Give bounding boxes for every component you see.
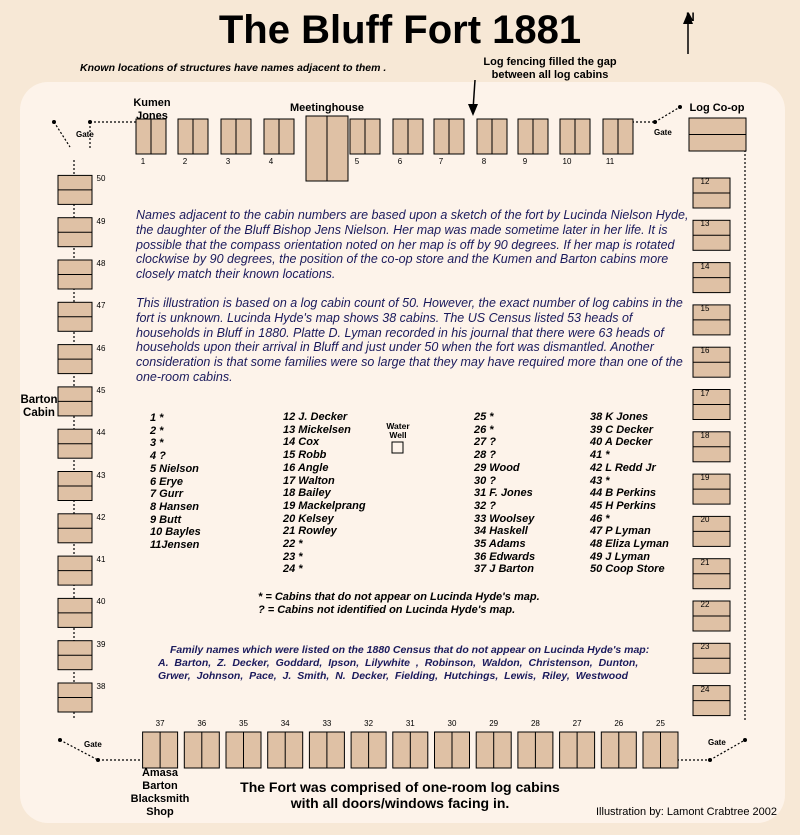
cabin-list-item: 44 B Perkins: [590, 487, 657, 500]
cabin-list-item: 9 Butt: [150, 513, 182, 526]
cabin-list-item: 22 *: [283, 538, 303, 551]
cabin-list-item: 43 *: [590, 474, 610, 487]
cabin-number: 1: [140, 157, 146, 166]
cabin-number: 30: [447, 719, 457, 728]
gate-label-bottom-right: Gate: [708, 738, 726, 747]
cabin-number: 18: [700, 430, 710, 440]
cabin-number: 32: [364, 719, 374, 728]
gate-label-bottom-left: Gate: [84, 740, 102, 749]
cabin-number: 27: [572, 719, 582, 728]
log-cabin: [518, 119, 548, 154]
bottom-note-line-2: with all doors/windows facing in.: [290, 795, 510, 811]
cabin-list-col-3: [474, 411, 535, 576]
cabin-number: 12: [700, 177, 710, 186]
legend-question: ? = Cabins not identified on Lucinda Hyde's map.: [258, 604, 516, 616]
log-cabin: [435, 732, 470, 768]
log-cabin: [58, 641, 92, 670]
cabin-number: 26: [614, 719, 624, 728]
cabin-number: 17: [700, 388, 710, 398]
cabin-list-item: 7 Gurr: [150, 488, 184, 501]
barton-cabin-line-1: Barton: [20, 394, 58, 406]
cabin-list-item: 13 Mickelsen: [283, 423, 351, 436]
cabin-number: 43: [96, 470, 106, 480]
cabin-number: 48: [96, 259, 106, 268]
cabin-list-item: 29 Wood: [474, 461, 520, 474]
cabin-number: 6: [397, 157, 403, 166]
cabin-number: 8: [481, 157, 487, 166]
cabin-list-item: 27 ?: [474, 436, 497, 449]
gate-label-top-left: Gate: [76, 130, 94, 139]
cabin-number: 5: [354, 157, 360, 166]
barton-cabin-label: [14, 394, 64, 420]
cabin-list-item: 37 J Barton: [474, 563, 534, 576]
cabin-list-item: 49 J Lyman: [590, 550, 650, 563]
cabin-list-item: 41 *: [590, 449, 610, 462]
cabin-list-item: 19 Mackelprang: [283, 499, 366, 512]
cabin-number: 49: [96, 216, 106, 226]
cabin-number: 28: [530, 719, 540, 728]
cabin-number: 23: [700, 642, 710, 652]
log-cabin: [560, 119, 590, 154]
paragraph-2: This illustration is based on a log cabin count of 50. However, the exact number of log cabins in the fort is unknown. Lucinda Hyde's map shows 38 cabins. The US Census listed 53 heads of households in Bluff in 1880. Platte D. Lyman recorded in his journal that there were 63 heads of households upon their arrival in Bluff and just under 50 when the fort was dismantled. Another consideration is that some families were so large that they may have required more than one of the one-room cabins.: [136, 296, 683, 384]
log-cabin: [58, 514, 92, 543]
cabin-list-item: 24 *: [283, 563, 303, 576]
water-well-line-2: Well: [389, 430, 407, 440]
cabin-list-item: 10 Bayles: [150, 526, 201, 539]
cabin-list-item: 11Jensen: [150, 539, 200, 552]
cabin-list-item: 38 K Jones: [590, 411, 649, 423]
cabin-number: 7: [438, 157, 444, 166]
cabin-list-item: 16 Angle: [283, 461, 329, 474]
amasa-barton-line-2: Barton: [142, 780, 178, 792]
cabin-number: 14: [700, 261, 710, 271]
log-cabin: [351, 732, 386, 768]
cabin-list-item: 45 H Perkins: [590, 499, 657, 512]
cabin-list-item: 2 *: [150, 424, 164, 437]
cabin-number: 24: [700, 684, 710, 694]
page-title: The Bluff Fort 1881: [218, 8, 582, 52]
log-cabin: [58, 683, 92, 712]
cabin-list-item: 21 Rowley: [283, 525, 337, 538]
intro-note: Known locations of structures have names adjacent to them .: [80, 62, 387, 74]
cabin-list-col-1: [150, 412, 201, 552]
gate-label-top-right: Gate: [654, 128, 672, 137]
log-cabin: [603, 119, 633, 154]
cabin-list-item: 48 Eliza Lyman: [590, 538, 669, 551]
cabin-number: 2: [182, 157, 188, 166]
fence-note: [455, 56, 645, 82]
cabin-number: 13: [700, 219, 710, 229]
log-cabin: [309, 732, 344, 768]
log-cabin: [560, 732, 595, 768]
north-label: N: [686, 10, 695, 24]
log-cabin: [58, 175, 92, 204]
cabin-number: 3: [225, 157, 231, 166]
log-cabin: [136, 119, 166, 154]
log-cabin: [221, 119, 251, 154]
cabin-list-item: 25 *: [474, 411, 494, 423]
log-coop-label: Log Co-op: [689, 102, 745, 114]
cabin-list-item: 17 Walton: [283, 474, 335, 487]
families-line-2: Grwer, Johnson, Pace, J. Smith, N. Decker, Fielding, Hutchings, Lewis, Riley, Westwood: [158, 670, 629, 682]
cabin-list-item: 36 Edwards: [474, 550, 536, 563]
families-title: Family names which were listed on the 1880 Census that do not appear on Lucinda Hyde's map:: [170, 644, 650, 656]
cabin-list-item: 42 L Redd Jr: [590, 461, 656, 474]
families-line-1: A. Barton, Z. Decker, Goddard, Ipson, Lilywhite , Robinson, Waldon, Christenson, Dunton,: [158, 657, 639, 669]
kumen-jones-label: [128, 97, 176, 123]
amasa-barton-line-4: Shop: [146, 806, 174, 818]
cabin-list-item: 46 *: [590, 512, 610, 525]
cabin-number: 34: [280, 719, 290, 728]
cabin-number: 9: [522, 157, 528, 166]
log-cabin: [143, 732, 178, 768]
cabin-number: 31: [405, 719, 415, 728]
barton-cabin-line-2: Cabin: [23, 407, 55, 419]
cabin-number: 16: [700, 346, 710, 356]
credit: Illustration by: Lamont Crabtree 2002: [596, 806, 777, 818]
cabin-number: 41: [96, 555, 106, 565]
cabin-list-item: 1 *: [150, 412, 164, 424]
log-cabin: [268, 732, 303, 768]
cabin-number: 47: [96, 301, 106, 311]
cabin-list-col-2: [283, 411, 366, 576]
cabin-number: 29: [489, 719, 499, 728]
log-cabin: [434, 119, 464, 154]
log-cabin: [477, 119, 507, 154]
cabin-number: 33: [322, 719, 332, 728]
log-cabin: [58, 598, 92, 627]
log-cabin: [264, 119, 294, 154]
cabin-number: 15: [700, 303, 710, 313]
log-cabin: [58, 345, 92, 374]
cabin-list-item: 20 Kelsey: [283, 512, 334, 525]
log-cabin: [643, 732, 678, 768]
log-cabin: [58, 429, 92, 458]
cabin-number: 19: [700, 473, 710, 483]
cabin-list-col-4: [590, 411, 669, 576]
cabin-list-item: 39 C Decker: [590, 423, 653, 436]
cabin-number: 35: [239, 719, 248, 728]
cabin-number: 22: [700, 600, 710, 609]
cabin-number: 40: [96, 597, 106, 607]
cabin-list-item: 26 *: [474, 423, 494, 436]
cabin-list-item: 35 Adams: [474, 538, 526, 551]
cabin-number: 11: [605, 157, 615, 166]
bottom-note-line-1: The Fort was comprised of one-room log cabins: [240, 779, 560, 795]
cabin-list-item: 5 Nielson: [150, 462, 199, 475]
fence-note-line-2: between all log cabins: [491, 69, 609, 81]
cabin-list-item: 34 Haskell: [474, 525, 528, 538]
log-cabin: [178, 119, 208, 154]
cabin-number: 46: [96, 343, 106, 353]
cabin-number: 38: [96, 682, 106, 691]
cabin-list-item: 28 ?: [474, 449, 497, 462]
cabin-list-item: 23 *: [283, 550, 303, 563]
kumen-jones-line-2: Jones: [136, 110, 168, 122]
log-coop-store: [689, 118, 746, 151]
meetinghouse: [306, 116, 348, 181]
fence-note-line-1: Log fencing filled the gap: [483, 56, 617, 68]
log-cabin: [58, 260, 92, 289]
cabin-number: 25: [656, 719, 665, 728]
cabin-number: 10: [562, 157, 572, 166]
cabin-list-item: 12 J. Decker: [283, 411, 348, 423]
cabin-list-item: 4 ?: [150, 450, 166, 463]
cabin-list-item: 47 P Lyman: [590, 525, 651, 538]
cabin-list-item: 50 Coop Store: [590, 563, 665, 576]
log-cabin: [58, 218, 92, 247]
log-cabin: [226, 732, 261, 768]
cabin-list-item: 32 ?: [474, 499, 497, 512]
cabin-number: 44: [96, 428, 106, 438]
log-cabin: [184, 732, 219, 768]
log-cabin: [393, 119, 423, 154]
cabin-list-item: 18 Bailey: [283, 487, 331, 500]
cabin-number: 36: [197, 719, 207, 728]
legend-asterisk: * = Cabins that do not appear on Lucinda Hyde's map.: [258, 591, 540, 603]
log-cabin: [58, 302, 92, 331]
cabin-list-item: 6 Erye: [150, 475, 184, 488]
amasa-barton-line-3: Blacksmith: [130, 793, 190, 805]
cabin-number: 21: [700, 557, 710, 567]
cabin-number: 45: [96, 385, 106, 395]
water-well-label: [380, 422, 416, 440]
cabin-list-item: 15 Robb: [283, 449, 327, 462]
cabin-list-item: 31 F. Jones: [474, 487, 533, 500]
log-cabin: [476, 732, 511, 768]
cabin-number: 20: [700, 515, 710, 525]
log-cabin: [393, 732, 428, 768]
cabin-number: 4: [268, 157, 274, 166]
log-cabin: [58, 556, 92, 585]
water-well-line-1: Water: [386, 421, 410, 431]
cabin-list-item: 30 ?: [474, 474, 497, 487]
log-cabin: [58, 472, 92, 501]
cabin-number: 39: [96, 639, 106, 649]
log-cabin: [601, 732, 636, 768]
cabin-list-item: 14 Cox: [283, 436, 320, 449]
cabin-number: 50: [96, 174, 106, 184]
cabin-list-item: 33 Woolsey: [474, 512, 535, 525]
meetinghouse-label: Meetinghouse: [290, 102, 364, 114]
cabin-list-item: 3 *: [150, 437, 164, 450]
log-cabin: [350, 119, 380, 154]
cabin-list-item: 40 A Decker: [590, 436, 653, 449]
cabin-number: 42: [96, 512, 106, 522]
amasa-barton-line-1: Amasa: [141, 767, 179, 779]
paragraph-1: Names adjacent to the cabin numbers are based upon a sketch of the fort by Lucinda Nielson Hyde, the daughter of the Bluff Bishop Jens Nielson. Her map was made sometime later in her life. It is possible that the compass orientation noted on her map is off by 90 degrees. If her map is rotated clockwise by 90 degrees, the position of the co-op store and the Kumen and Barton cabins more closely match their known locations.: [136, 208, 689, 282]
kumen-jones-line-1: Kumen: [133, 97, 171, 109]
cabin-number: 37: [155, 719, 165, 728]
cabin-list-item: 8 Hansen: [150, 500, 199, 513]
log-cabin: [518, 732, 553, 768]
